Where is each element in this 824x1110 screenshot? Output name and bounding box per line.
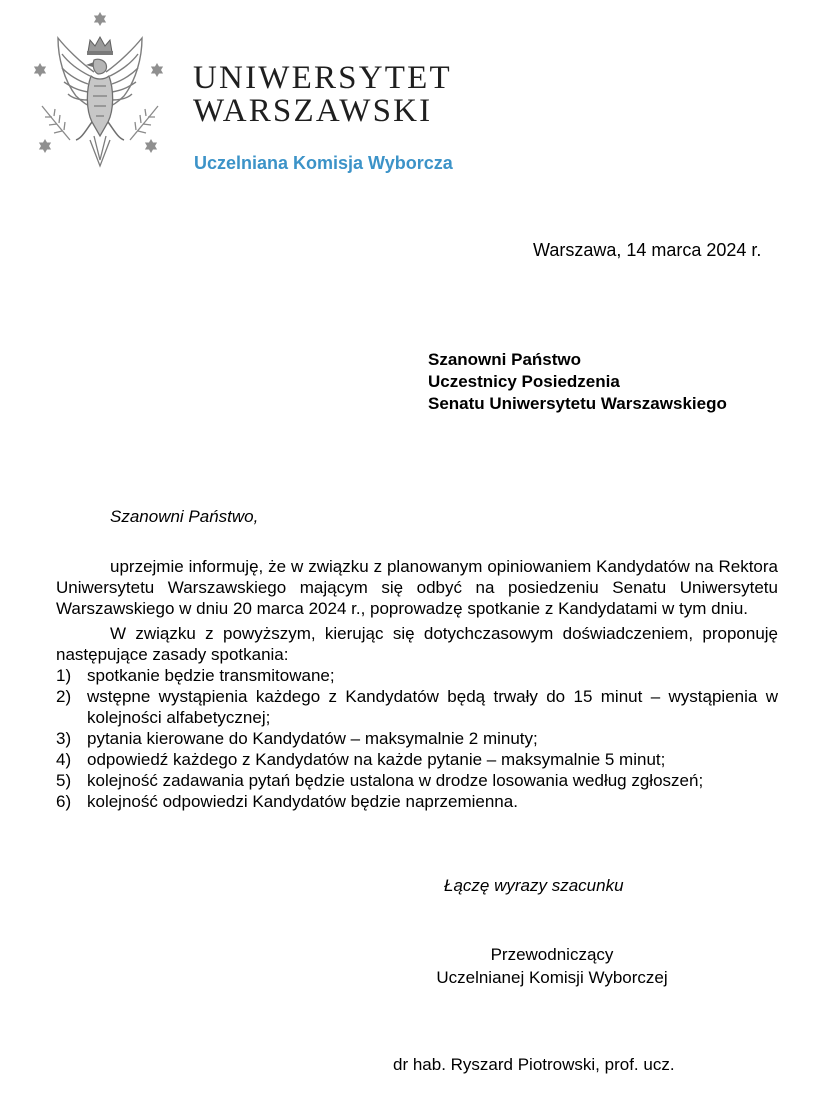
recipient-line: Szanowni Państwo — [428, 350, 582, 369]
body-paragraph: W związku z powyższym, kierując się dotychczasowym doświadczeniem, proponuję następujące zasady spotkania: — [56, 624, 778, 664]
list-item-text: odpowiedź każdego z Kandydatów na każde pytanie – maksymalnie 5 minut; — [87, 750, 666, 769]
star-icon — [145, 139, 157, 153]
closing-phrase: Łączę wyrazy szacunku — [444, 876, 624, 895]
list-item-text: wstępne wystąpienia każdego z Kandydatów będą trwały do 15 minut – wystąpienia w kolejności alfabetycznej; — [87, 687, 778, 727]
body-paragraph: uprzejmie informuję, że w związku z planowanym opiniowaniem Kandydatów na Rektora Uniwersytetu Warszawskiego mającym się odbyć na posiedzeniu Senatu Uniwersytetu Warszawskiego w dniu 20 marca 2024 r., poprowadzę spotkanie z Kandydatami w tym dniu. — [56, 557, 778, 618]
committee-name: Uczelniana Komisja Wyborcza — [194, 153, 453, 173]
crown-icon — [87, 37, 113, 55]
list-item — [56, 686, 778, 728]
list-item-number: 4) — [56, 750, 72, 769]
list-item — [56, 770, 778, 791]
list-item — [56, 665, 778, 686]
signer-name: dr hab. Ryszard Piotrowski, prof. ucz. — [393, 1055, 675, 1074]
list-item-number: 3) — [56, 729, 72, 748]
signature-title-line: Przewodniczący — [490, 945, 614, 964]
list-item-text: kolejność zadawania pytań będzie ustalona w drodze losowania według zgłoszeń; — [87, 771, 704, 790]
star-icon — [34, 63, 46, 77]
signature-title-line: Uczelnianej Komisji Wyborczej — [436, 968, 668, 987]
list-item — [56, 791, 778, 812]
list-item — [56, 749, 778, 770]
list-item — [56, 728, 778, 749]
university-name-line: UNIWERSYTET — [193, 60, 452, 96]
star-icon — [151, 63, 163, 77]
signature-title — [408, 943, 696, 989]
list-item-number: 1) — [56, 666, 72, 685]
list-item-number: 2) — [56, 687, 72, 706]
recipient-line: Senatu Uniwersytetu Warszawskiego — [428, 394, 727, 413]
recipient-block — [428, 349, 727, 415]
star-icon — [94, 12, 106, 26]
date-line: Warszawa, 14 marca 2024 r. — [533, 240, 762, 260]
salutation: Szanowni Państwo, — [110, 507, 259, 526]
star-icon — [39, 139, 51, 153]
list-item-text: spotkanie będzie transmitowane; — [87, 666, 335, 685]
university-name-line: WARSZAWSKI — [193, 93, 433, 129]
university-eagle-emblem — [28, 10, 168, 175]
list-item-text: kolejność odpowiedzi Kandydatów będzie naprzemienna. — [87, 792, 518, 811]
list-item-number: 6) — [56, 792, 72, 811]
list-item-number: 5) — [56, 771, 72, 790]
university-name — [193, 62, 452, 128]
recipient-line: Uczestnicy Posiedzenia — [428, 372, 620, 391]
rules-list — [56, 665, 778, 812]
letter-body — [56, 556, 778, 812]
list-item-text: pytania kierowane do Kandydatów – maksymalnie 2 minuty; — [87, 729, 538, 748]
